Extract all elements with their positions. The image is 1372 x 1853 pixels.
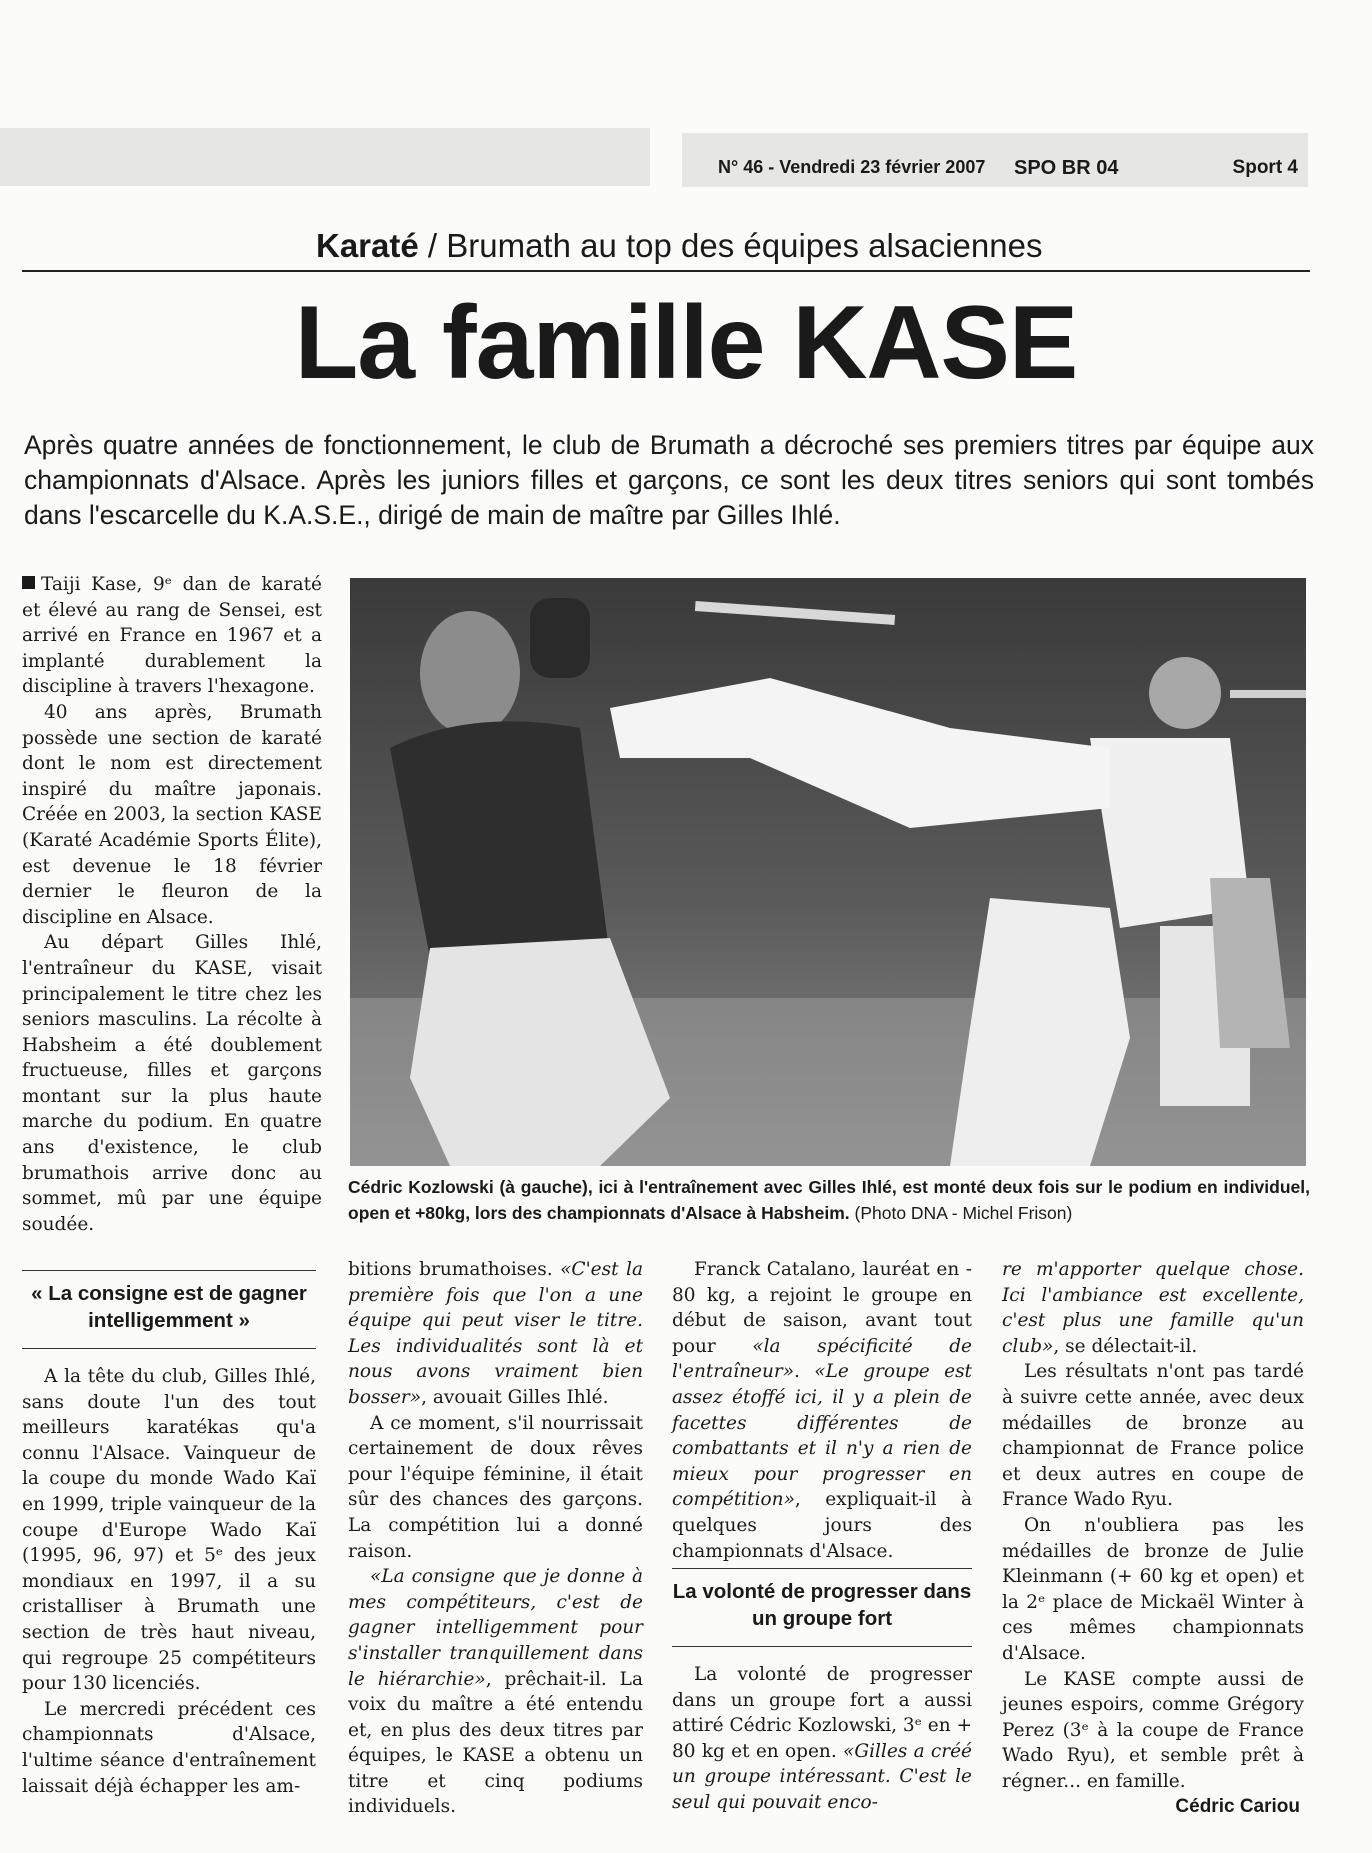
photo-credit: (Photo DNA - Michel Frison) xyxy=(854,1203,1073,1223)
karate-photo xyxy=(350,578,1306,1166)
edition-code: SPO BR 04 xyxy=(1014,157,1119,179)
col4-paragraph-2: Les résultats n'ont pas tardé à suivre cette année, avec deux médailles de bronze au championnat de France police et deux autres en coupe de France Wado Ryu. xyxy=(1002,1361,1304,1511)
subhead-rule-top xyxy=(22,1270,316,1271)
col3-text-2: . xyxy=(794,1361,815,1383)
subhead2-rule-bottom xyxy=(672,1646,972,1647)
col4-quote-1: re m'apporter quelque chose. Ici l'ambiance est excellente, c'est plus une famille qu'un club» xyxy=(1002,1259,1304,1357)
column-3-continued xyxy=(672,1662,972,1816)
paragraph-bullet-icon xyxy=(22,576,35,589)
subhead2-rule-top xyxy=(672,1568,972,1569)
col4-text-1: , se délectait-il. xyxy=(1053,1335,1198,1357)
subhead-consigne: « La consigne est de gagner intelligemment » xyxy=(31,1282,307,1332)
headline: La famille KASE xyxy=(294,285,1078,401)
header-band-left xyxy=(0,128,650,186)
col2-text-2: , avouait Gilles Ihlé. xyxy=(421,1386,609,1408)
column-1 xyxy=(22,572,322,1237)
col1-paragraph-2: 40 ans après, Brumath possède une section de karaté dont le nom est directement inspiré du maître japonais. Créée en 2003, la section KASE (Karaté Académie Sports Élite), est devenue le 18 février dernier le fleuron de la discipline en Alsace. xyxy=(22,701,322,928)
col2-quote-2: «La consigne que je donne à mes compétiteurs, c'est de gagner intelligemment pour s'installer tranquillement dans le hiérarchie» xyxy=(348,1566,643,1690)
col3-text-3: , expliquait-il à quelques jours des championnats d'Alsace. xyxy=(672,1489,972,1562)
kicker-rule xyxy=(22,270,1310,272)
caption-text: Cédric Kozlowski (à gauche), ici à l'entraînement avec Gilles Ihlé, est monté deux fois sur le podium en individuel, open et +80kg, lors des championnats d'Alsace à Habsheim. xyxy=(348,1177,1310,1223)
col1b-paragraph-1: A la tête du club, Gilles Ihlé, sans doute l'un des tout meilleurs karatékas qu'a connu l'Alsace. Vainqueur de la coupe du monde Wado Kaï en 1999, triple vainqueur de la coupe d'Europe Wado Kaï (1995, 96, 97) et 5ᵉ des jeux mondiaux en 1997, il a su cristalliser à Brumath une section de très haut niveau, qui regroupe 25 compétiteurs pour 130 licenciés. xyxy=(22,1366,316,1695)
col1-paragraph-3: Au départ Gilles Ihlé, l'entraîneur du KASE, visait principalement le titre chez les seniors masculins. La récolte à Habsheim a été doublement fructueuse, filles et garçons montant sur la plus haute marche du podium. En quatre ans d'existence, le club brumathois arrive donc au sommet, mû par une équipe soudée. xyxy=(22,932,322,1235)
kicker-sport: Karaté xyxy=(316,227,419,264)
lede: Après quatre années de fonctionnement, le club de Brumath a décroché ses premiers titres par équipe aux championnats d'Alsace. Après les juniors filles et garçons, ce sont les deux titres seniors qui sont tombés dans l'escarcelle du K.A.S.E., dirigé de main de maître par Gilles Ihlé. xyxy=(24,430,1314,530)
col3b-text-1: La volonté de progresser dans un groupe fort a aussi attiré Cédric Kozlowski, 3ᵉ en + 80 kg et en open. xyxy=(672,1664,972,1762)
col4-paragraph-4: Le KASE compte aussi de jeunes espoirs, comme Grégory Perez (3ᵉ à la coupe de France Wado Ryu), et semble prêt à régner... en famille. xyxy=(1002,1668,1304,1792)
karate-photo-illustration xyxy=(350,578,1306,1166)
col2-text-1: bitions brumathoises. xyxy=(348,1259,561,1280)
byline: Cédric Cariou xyxy=(1175,1796,1300,1817)
col3-quote-2: «Le groupe est assez étoffé ici, il y a plein de facettes différentes de combattants et il n'y a rien de mieux pour progresser en compétition» xyxy=(672,1361,972,1511)
column-1-continued xyxy=(22,1364,316,1799)
column-4 xyxy=(1002,1257,1304,1794)
article-kicker xyxy=(316,227,1042,265)
photo-caption xyxy=(348,1174,1310,1226)
col4-paragraph-3: On n'oubliera pas les médailles de bronze de Julie Kleinmann (+ 60 kg et open) et la 2ᵉ place de Mickaël Winter à ces mêmes championnats d'Alsace. xyxy=(1002,1514,1304,1664)
subhead-rule-bottom xyxy=(22,1348,316,1349)
col3-quote-1: «la spécificité de l'entraîneur» xyxy=(672,1335,972,1383)
col1b-paragraph-2: Le mercredi précédent ces championnats d'Alsace, l'ultime séance d'entraînement laissait déjà échapper les am- xyxy=(22,1698,316,1797)
col3b-quote-1: «Gilles a créé un groupe intéressant. C'est le seul qui pouvait enco- xyxy=(672,1740,972,1813)
header-band xyxy=(682,133,1308,187)
column-3 xyxy=(672,1257,972,1564)
section-label: Sport 4 xyxy=(1232,157,1298,178)
col2-quote-1: «C'est la première fois que l'on a une équipe qui peut viser le titre. Les individualités sont là et nous avons vraiment bien bosser» xyxy=(348,1259,643,1408)
kicker-subtitle: / Brumath au top des équipes alsaciennes xyxy=(418,227,1043,264)
issue-date: N° 46 - Vendredi 23 février 2007 xyxy=(718,157,986,177)
col1-paragraph-1: Taiji Kase, 9ᵉ dan de karaté et élevé au rang de Sensei, est arrivé en France en 1967 et a implanté durablement la discipline à travers l'hexagone. xyxy=(22,574,322,698)
col2-paragraph-2: A ce moment, s'il nourrissait certainement de doux rêves pour l'équipe féminine, il était sûr des chances des garçons. La compétition lui a donné raison. xyxy=(348,1412,643,1562)
col2-text-3: , prêchait-il. La voix du maître a été entendu et, en plus des deux titres par équipes, le KASE a obtenu un titre et cinq podiums individuels. xyxy=(348,1668,643,1818)
col3-text-1: Franck Catalano, lauréat en - 80 kg, a rejoint le groupe en début de saison, avant tout pour xyxy=(672,1259,972,1357)
subhead-volonte: La volonté de progresser dans un groupe fort xyxy=(672,1580,972,1630)
column-2 xyxy=(348,1257,643,1820)
